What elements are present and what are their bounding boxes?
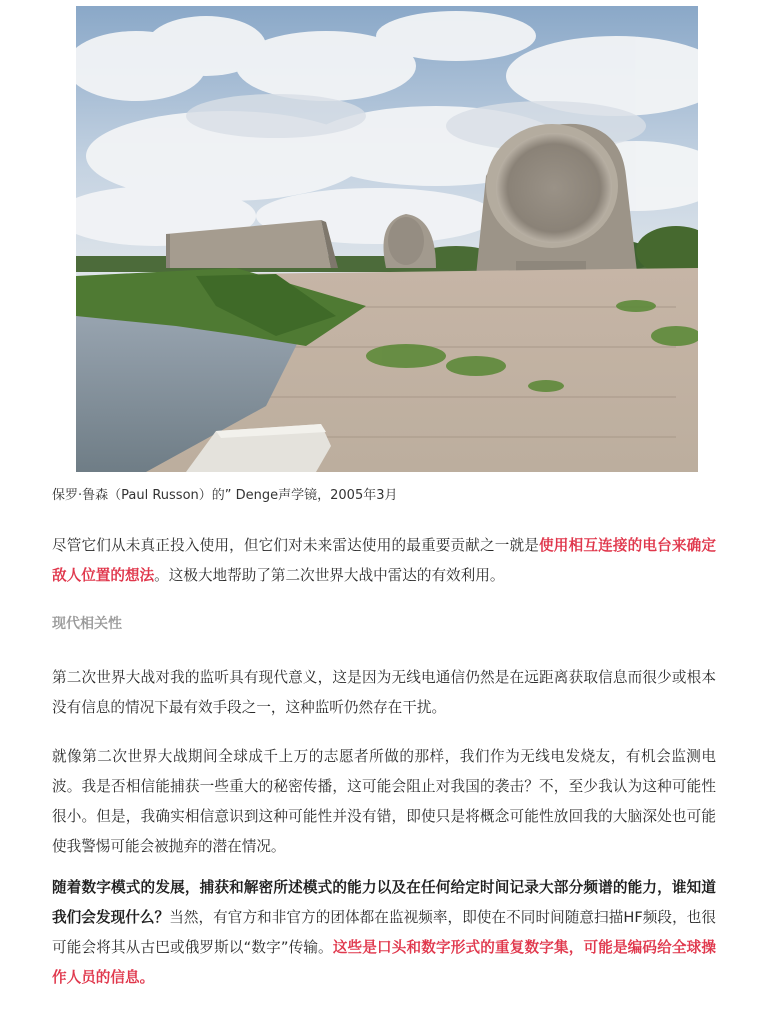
paragraph-4-text: 当然，有官方和非官方的团体都在监视频率，即使在不同时间随意扫描HF频段，也很可能会将其从古巴或俄罗斯以“数字”传输。: [52, 909, 716, 956]
section-heading: 现代相关性: [52, 616, 122, 632]
paragraph-1-text-end: 。这极大地帮助了第二次世界大战中雷达的有效利用。: [154, 567, 505, 584]
paragraph-1-highlight: 使用相互连接的电台来确定敌人位置的想法: [52, 537, 716, 584]
paragraph-2: 第二次世界大战对我的监听具有现代意义，这是因为无线电通信仍然是在远距离获取信息而很少或根本没有信息的情况下最有效手段之一，这种监听仍然存在干扰。: [52, 669, 716, 716]
photo-illustration: [76, 6, 698, 472]
paragraph-4-highlight: 这些是口头和数字形式的重复数字集，可能是编码给全球操作人员的信息。: [52, 939, 716, 986]
paragraph-3: 就像第二次世界大战期间全球成千上万的志愿者所做的那样，我们作为无线电发烧友，有机会监测电波。我是否相信能捕获一些重大的秘密传播，这可能会阻止对我国的袭击？不，至少我认为这种可能性很小。但是，我确实相信意识到这种可能性并没有错，即使只是将概念可能性放回我的大脑深处也可能使我警惕可能会被抛弃的潜在情况。: [52, 748, 716, 855]
sound-mirrors-photo: [76, 6, 698, 472]
paragraph-4: [52, 873, 716, 993]
paragraph-1-text: 尽管它们从未真正投入使用，但它们对未来雷达使用的最重要贡献之一就是: [52, 537, 540, 554]
photo-caption: 保罗·鲁森（Paul Russon）的” Denge声学镜，2005年3月: [52, 488, 398, 503]
paragraph-1: [52, 531, 716, 591]
paragraph-4-bold: 随着数字模式的发展，捕获和解密所述模式的能力以及在任何给定时间记录大部分频谱的能力，谁知道我们会发现什么？: [52, 879, 716, 926]
